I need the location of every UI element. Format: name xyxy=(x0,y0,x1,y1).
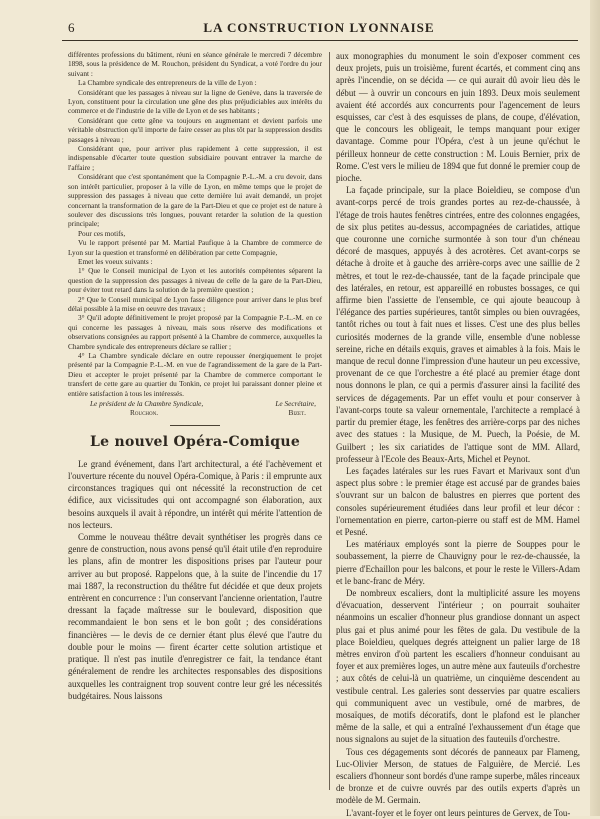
article-paragraph: Tous ces dégagements sont décorés de panneaux par Flameng, Luc-Olivier Merson, de statues de Falguière, de Mercié. Les escaliers d'honneur sont bordés d'une rampe superbe, mâles rinceaux de bronze et de cuivre ouvrés par des outils experts d'après un modèle de M. Germain. xyxy=(336,746,580,806)
page-binding-edge xyxy=(590,0,600,816)
minutes-paragraph: Considérant que les passages à niveau sur la ligne de Genève, dans la traversée de Lyon, constituent pour la circulation une gêne des plus préjudiciables aux intérêts du commerce et de l'industrie de la ville de Lyon et de ses habitants ; xyxy=(68,87,322,116)
article-paragraph: aux monographies du monument le soin d'exposer comment ces deux projets, puis un troisième, furent écartés, et comment cinq ans après l'incendie, on se décida — ce qui aurait dû avoir lieu dès le début — à ouvrir un concours en juin 1893. Deux mois seulement avaient été accordés aux concurrents pour l'agencement de leurs esquisses, car c'est à des esquisses de plans, de coupe, d'élévation, que le concours les obligeait, le temps manquant pour exiger davantage. Comme pour l'Opéra, c'est à un jeune qu'échut le périlleux honneur de cette construction : M. Louis Bernier, prix de Rome. C'est vers le milieu de 1894 que fut donné le premier coup de pioche. xyxy=(336,51,580,184)
right-column xyxy=(336,50,580,819)
minutes-paragraph: 3° Qu'il adopte définitivement le projet proposé par la Compagnie P.-L.-M. en ce qui concerne les passages à niveau, mais sous réserve des modifications et observations consignées au rapport présenté à la Chambre de commerce, auxquelles la Chambre syndicale des entrepreneurs déclare se rallier ; xyxy=(68,313,322,351)
minutes-paragraph: Considérant que c'est spontanément que la Compagnie P.-L.-M. a cru devoir, dans son intérêt particulier, proposer à la ville de Lyon, en même temps que le projet de suppression des passages à niveau que cette dernière lui avait demandé, un projet concernant la transformation de la gare de la Part-Dieu et que ce projet est de nature à soulever des discussions très longues, pouvant retarder la solution de la question principale; xyxy=(68,172,322,229)
article-paragraph: L'avant-foyer et le foyer ont leurs peintures de Gervex, de Tou- xyxy=(346,807,571,818)
article-paragraph: De nombreux escaliers, dont la multiplicité assure les moyens d'évacuation, desservent l'intérieur ; on pourrait souhaiter néanmoins un escalier d'honneur plus grandiose donnant un aspect plus gai et plus animé pour les fêtes de gala. Du vestibule de la place Boieldieu, quelques degrés atteignent un palier large de 18 mètres environ d'où partent les escaliers d'honneur conduisant au foyer et aux premières loges, un autre mène aux fauteuils d'orchestre ; aux côtés de celui-là un quatrième, un cinquième descendent au vestibule central. Les galeries sont desservies par quatre escaliers qui communiquent avec un vestibule, orné de marbres, de mosaïques, de motifs décoratifs, dont le plafond est le plancher même de la salle, et qui a entraîné l'exhaussement d'un étage que nous signalons au sujet de la situation des fauteuils d'orchestre. xyxy=(336,587,580,745)
minutes-paragraph: Pour ces motifs, xyxy=(78,228,126,238)
president-name: Rouchon. xyxy=(130,408,159,418)
minutes-paragraph: Emet les voeux suivants : xyxy=(78,256,153,266)
left-column xyxy=(68,50,322,702)
signature-names xyxy=(68,408,322,417)
minutes-paragraph: Considérant que cette gêne va toujours en augmentant et devient parfois une véritable obstruction qu'il importe de faire cesser au plus tôt par la suppression desdits passages à niveau ; xyxy=(68,115,322,144)
signature-roles xyxy=(68,398,322,408)
page-number: 6 xyxy=(68,20,76,35)
secretary-role: Le Secrétaire, xyxy=(275,399,316,409)
minutes-paragraph: Vu le rapport présenté par M. Martial Paufique à la Chambre de commerce de Lyon sur la question et transformé en délibération par cette Compagnie, xyxy=(68,238,322,257)
minutes-paragraph: différentes professions du bâtiment, réuni en séance générale le mercredi 7 décembre 1898, sous la présidence de M. Rouchon, président du Syndicat, a voté l'ordre du jour suivant : xyxy=(68,50,322,78)
president-role: Le président de la Chambre Syndicale, xyxy=(90,399,204,409)
article-paragraph: La façade principale, sur la place Boieldieu, se compose d'un avant-corps percé de trois grandes portes au rez-de-chaussée, à l'étage de trois hautes fenêtres cintrées, entre des colonnes engagées, de six plus petites au-dessus, accompagnées de cariatides, attique que couronne une corniche surmontée à son tour d'un chéneau décoré de masques, appuyés à des acrotères. Cet avant-corps se détache à droite et à gauche des arrière-corps avec une saillie de 2 mètres, et tout le rez-de-chaussée, tant de la façade principale que des latérales, en retour, est appareillé en robustes bossages, ce qui affirme bien l'assiette de l'ensemble, ce qui ajoute beaucoup à l'élégance des parties supérieures, tantôt simples ou bien ouvragées, tantôt riches ou tout à fait nues et lisses. C'est une des plus belles curiosités modernes de la grande ville, ensemble d'une noblesse sereine, riche en détails exquis, graves et aimables à la fois. Mais le manque de recul donne l'impression d'une hauteur un peu excessive, provenant de ce que l'orchestre a été placé au premier étage dont nous donnons le plan, ce qui a permis d'assurer ainsi la facilité des services de dégagements. Par un effet voulu et pour conserver à l'avant-corps toute sa valeur ornementale, l'architecte a remplacé à partir du premier étage, les fenêtres des arrière-corps par des niches avec des statues : la Musique, de M. Puech, la Poésie, de M. Guilbert ; les six cariatides de l'attique sont de MM. Allard, professeur à l'Ecole des Beaux-Arts, Michel et Peynot. xyxy=(336,185,580,464)
article-title: Le nouvel Opéra-Comique xyxy=(89,433,301,450)
minutes-paragraph: Considérant que, pour arriver plus rapidement à cette suppression, il est indispensable d'écarter toute question subsidiaire pouvant entraver la marche de l'affaire ; xyxy=(68,144,322,172)
article-paragraph: Les matériaux employés sont la pierre de Souppes pour le soubassement, la pierre de Chauvigny pour le rez-de-chaussée, la pierre d'Echaillon pour les balcons, et pour le reste le Villers-Adam et le banc-franc de Méry. xyxy=(336,539,580,586)
minutes-paragraph: 2° Que le Conseil municipal de Lyon fasse diligence pour arriver dans le plus bref délai possible à la mise en oeuvre des travaux ; xyxy=(68,294,322,313)
column-divider xyxy=(329,52,330,790)
article-paragraph: Comme le nouveau théâtre devait synthétiser les progrès dans ce genre de construction, nous avons pensé qu'il était utile d'en reproduire les plans, afin de montrer les dispositions prises par l'auteur pour arriver au but proposé. Rappelons que, à la suite de l'incendie du 17 mai 1887, la reconstruction du théâtre fut décidée et que deux projets entrèrent en concurrence : l'un conservant l'ancienne orientation, l'autre dressant la façade maîtresse sur le boulevard, disposition que recommandaient le bon sens et le bon goût ; des considérations financières — le devis de ce dernier étant plus élevé que l'autre du double pour le moins — firent écarter cette solution artistique et pratique. Il n'est pas inutile d'enregistrer ce fait, la tendance étant généralement de rendre les architectes responsables des dispositions auxquelles les contraignent trop souvent contre leur gré les nécessités budgétaires. Nous laissons xyxy=(68,532,322,701)
journal-title: LA CONSTRUCTION LYONNAISE xyxy=(203,20,435,35)
article-paragraph: Les façades latérales sur les rues Favart et Marivaux sont d'un aspect plus sobre : le premier étage est accusé par de grandes baies s'ouvrant sur un balcon de balustres en pierres que portent des consoles supérieurement étudiées dans leur profil et leur décor : l'ornementation en pierre, carton-pierre ou staff est de MM. Hamel et Pesné. xyxy=(336,465,580,537)
header-rule xyxy=(62,40,578,41)
minutes-paragraph: 4° La Chambre syndicale déclare en outre repousser énergiquement le projet présenté par la Compagnie P.-L.-M. en vue de l'agrandissement de la gare de la Part-Dieu et accepter le projet présenté par la Chambre de commerce comportant le transfert de cette gare au quartier du Tonkin, ce projet lui paraissant donner pleine et entière satisfaction à tous les intéressés. xyxy=(68,351,322,398)
section-separator xyxy=(170,425,220,426)
minutes-paragraph: La Chambre syndicale des entrepreneurs de la ville de Lyon : xyxy=(78,78,257,88)
running-header xyxy=(58,20,580,38)
article-paragraph: Le grand événement, dans l'art architectural, a été l'achèvement et l'ouverture récente du nouvel Opéra-Comique, à Paris : il emprunte aux circonstances tragiques qui ont nécessité la reconstruction de cet édifice, aux vicissitudes qui ont accompagné son élaboration, aux besoins auxquels il avait à répondre, un intérêt qui mérite l'attention de nos lecteurs. xyxy=(68,458,322,530)
secretary-name: Bizet. xyxy=(288,408,306,418)
minutes-paragraph: 1° Que le Conseil municipal de Lyon et les autorités compétentes séparent la question de la suppression des passages à niveau de celle de la gare de la Part-Dieu, pour éviter tout retard dans la solution de la première question ; xyxy=(68,266,322,295)
